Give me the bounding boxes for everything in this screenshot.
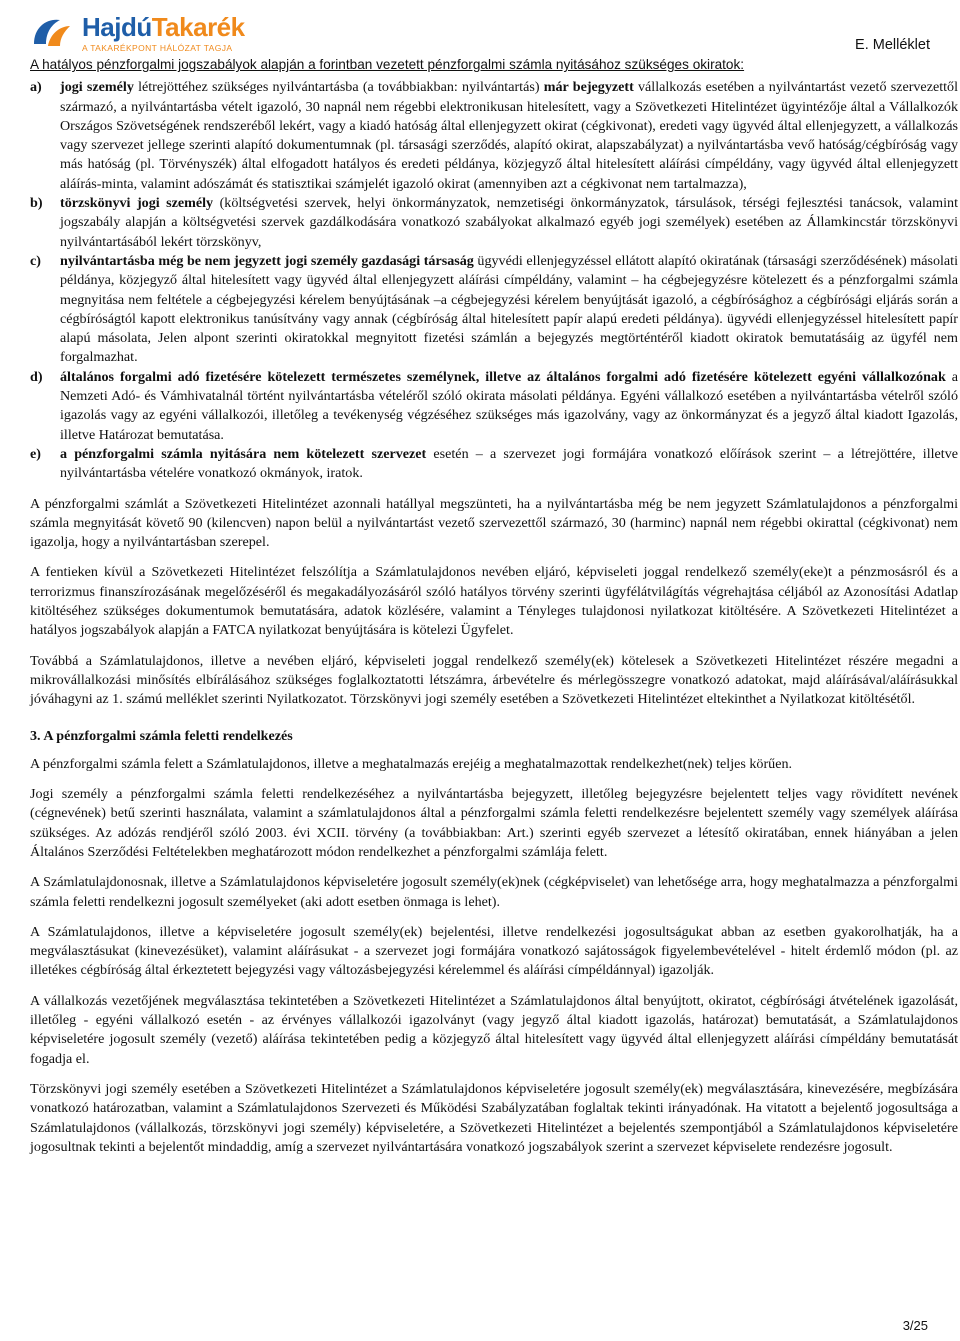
paragraph: A fentieken kívül a Szövetkezeti Hitelintézet felszólítja a Számlatulajdonos nevében eljáró, képviseleti joggal rendelkező személy(eke)t a pénzmosásról és a terrorizmus finanszírozásának megelőzéséről és megakadályozásáról szóló hatályos törvény szerinti ügyfélátvilágítás végrehajtása céljából az Azonosítási Adatlap kitöltéséhez szükséges dokumentumok bemutatására, adatok közlésére, valamint a Tényleges tulajdonosi nyilatkozat kitöltésére. A Szövetkezeti Hitelintézet a hatályos jogszabályok alapján a FATCA nyilatkozat benyújtására is kötelezi Ügyfelet. <box>30 564 958 639</box>
intro-line: A hatályos pénzforgalmi jogszabályok alapján a forintban vezetett pénzforgalmi számla nyitásához szükséges okiratok: <box>30 57 745 72</box>
logo-wordmark: HajdúTakarék <box>82 12 245 42</box>
paragraph: Továbbá a Számlatulajdonos, illetve a nevében eljáró, képviseleti joggal rendelkező személy(ek) kötelesek a Szövetkezeti Hitelintézet részére megadni a mikrovállalkozási minősítés elbírálásához szükséges foglalkoztatotti létszámra, árbevételre és mérlegösszegre vonatkozó adatokat, majd aláírásával/aláírásukkal jóváhagyni az 1. számú melléklet szerinti Nyilatkozatot. Törzskönyvi jogi személy esetében a Szövetkezeti Hitelintézet eltekinthet a Nyilatkozat kitöltésétől. <box>30 652 958 708</box>
section-heading: 3. A pénzforgalmi számla feletti rendelkezés <box>30 727 293 744</box>
paragraph: A vállalkozás vezetőjének megválasztása tekintetében a Szövetkezeti Hitelintézet a Számlatulajdonos által benyújtott, okiratot, cégbírósági átvételének igazolását, illetőleg - egyéni vállalkozó esetén - az érvényes vállalkozói igazolványt (vagy jegyző által kiadott igazolás, határozat) bemutatását, a Számlatulajdonos képviseletére jogosult személy (vezető) aláírása tekintetében pedig a közjegyző által hitelesített vagy ügyvéd által ellenjegyzett aláírási címpéldány bemutatását fogadja el. <box>30 992 958 1067</box>
required-documents-list <box>30 78 958 483</box>
paragraph: A Számlatulajdonosnak, illetve a Számlatulajdonos képviseletére jogosult személy(ek)nek (cégképviselet) van lehetősége arra, hogy meghatalmazza a pénzforgalmi számla feletti rendelkezni jogosult személyeket (aki adott esetben önmaga is lehet). <box>30 874 958 910</box>
paragraph: Törzskönyvi jogi személy esetében a Szövetkezeti Hitelintézet a Számlatulajdonos képviseletére jogosult személy(ek) megválasztására, kinevezésére, megbízására vonatkozó határozatban, valamint a Számlatulajdonos Szervezeti és Működési Szabályzatában foglaltak tekinti irányadónak. Ha vitatott a bejelentő jogosultsága a Számlatulajdonos (vállalkozás, törzskönyvi jogi személy) képviseletére, a Szövetkezeti Hitelintézet a bejelentés szempontjából a Számlatulajdonos képviseletére jogosultnak tekinti a bejelentőt mindaddig, amíg a szervezet nyilvántartására vonatkozó jogszabályok szerint a szervezet képviselete rendezésre jogosult. <box>30 1080 958 1155</box>
bank-logo <box>30 6 250 56</box>
list-item-e: e) a pénzforgalmi számla nyitására nem kötelezett szervezet esetén – a szervezet jogi formájára vonatkozó előírások szerint – a létrejöttére, illetve nyilvántartásba vételére vonatkozó okmányok, iratok. <box>30 445 958 482</box>
logo-mark-icon <box>30 14 74 52</box>
paragraph: A pénzforgalmi számla felett a Számlatulajdonos, illetve a meghatalmazás erejéig a meghatalmazottak rendelkezhet(nek) teljes körűen. <box>30 755 793 772</box>
paragraph: A pénzforgalmi számlát a Szövetkezeti Hitelintézet azonnali hatállyal megszünteti, ha a nyilvántartásba még be nem jegyzett Számlatulajdonos a pénzforgalmi számla megnyitását követő 90 (kilencven) napon belül a nyilvántartást vezető szervezettől származó, 30 (harminc) napnál nem régebbi okirattal (cégkivonat) nem igazolja, hogy a nyilvántartásban szerepel. <box>30 495 958 551</box>
logo-tagline: A TAKARÉKPONT HÁLÓZAT TAGJA <box>82 43 233 53</box>
document-body <box>30 55 958 1157</box>
paragraph: Jogi személy a pénzforgalmi számla feletti rendelkezéséhez a nyilvántartásba bejegyzett, illetőleg bejegyzésre bejelentett teljes vagy rövidített nevének (cégnevének) betű szerinti használata, valamint a számlatulajdonos által a pénzforgalmi számla feletti rendelkezésre bejelentett személy vagy személyek aláírása szükséges. Az adózás rendjéről szóló 2003. évi XCII. törvény (a továbbiakban: Art.) szerinti egyéb szervezet a létesítő okiratában, ennek hiányában a jelen Általános Szerződési Feltételekben meghatározott módon rendelkezhet a pénzforgalmi számlája felett. <box>30 786 958 860</box>
list-item-d: d) általános forgalmi adó fizetésére kötelezett természetes személynek, illetve az általános forgalmi adó fizetésére kötelezett egyéni vállalkozónak a Nemzeti Adó- és Vámhivatalnál történt nyilvántartásba vételéről szóló okirata másolati példánya. Egyéni vállalkozó esetében a nyilvántartásba vételről szóló igazolás vagy az egyéni vállalkozói, illetőleg a tevékenység végzéséhez szükséges más igazolvány, vagy az önkormányzat és a jegyző által kiadott Igazolás, illetve Határozat bemutatása. <box>30 368 958 443</box>
list-item-a: a) jogi személy létrejöttéhez szükséges nyilvántartásba (a továbbiakban: nyilvántartás) már bejegyzett vállalkozás esetében a nyilvántartást vezető szervezettől származó, a nyilvántartásba vételt igazoló, 30 napnál nem régebbi elektronikusan hitelesített, vagy a Szövetkezeti Hitelintézet ügyintézője által a Vállalkozók Országos Szövetségének rendszeréből lekért, vagy a kiadó hatóság által ellenjegyzett okirat (cégkivonat), eredeti vagy ügyvéd által ellenjegyzett, a vállalkozás vagy szervezet jellege szerinti alapító dokumentumnak (pl. társasági szerződés, alapító okirat, alapszabályzat) a nyilvántartásba vevő hatóság/cégbíróság vagy más hatóság (pl. Törvényszék) által elfogadott hatályos és eredeti példánya, közjegyző által hitelesített aláírási címpéldány, vagy ügyvéd által ellenjegyzett aláírás-minta, valamint adószámát és statisztikai számjelét igazoló okirat (amennyiben azt a cégkivonat nem tartalmazza), <box>30 79 958 192</box>
annex-label: E. Melléklet <box>855 37 930 53</box>
page-number: 3/25 <box>902 1318 928 1333</box>
paragraph: A Számlatulajdonos, illetve a képviseletére jogosult személy(ek) bejelentési, illetve rendelkezési jogosultságukat abban az esetben gyakorolhatják, ha a megválasztásukat (kinevezésüket), valamint aláírásukat - a szervezet jogi formájára vonatkozó sajátosságok figyelembevételével - hitelt érdemlő módon (pl. az illetékes cégbíróság által érkeztetett bejegyzési vagy változásbejegyzési kérelemmel és aláírási címpéldánnyal) igazolják. <box>30 923 958 979</box>
list-item-b: b) törzskönyvi jogi személy (költségvetési szervek, helyi önkormányzatok, nemzetiségi önkormányzatok, társulások, térségi fejlesztési tanácsok, valamint jogszabály alapján a költségvetési szervek gazdálkodására vonatkozó szabályokat alkalmazó egyéb jogi személyek) esetében az Államkincstár törzskönyvi nyilvántartásából lekért törzskönyv, <box>30 195 958 250</box>
list-item-c: c) nyilvántartásba még be nem jegyzett jogi személy gazdasági társaság ügyvédi ellenjegyzéssel ellátott alapító okiratának (társasági szerződésének) másolati példánya, közjegyző által hitelesített vagy ügyvéd által ellenjegyzett aláírási címpéldány, valamint – ha cégbejegyzésre kötelezett és a pénzforgalmi számla megnyitása nem feltétele a cégbejegyzési kérelem benyújtásának –a cégbejegyzési kérelem benyújtását igazoló, a cégbírósághoz a cégbírósági eljárás során a cégbíróságtól kapott elektronikus tanúsítvány vagy annak (cégbíróság által hitelesített papír alapú eredeti példánya). ügyvédi ellenjegyzéssel hitelesített papír alapú másolata, Jelen alpont szerinti okiratokkal megnyitott fizetési számlán a bejegyzés megtörténtéről kiadott okiratok bemutatásáig az ügyfél nem forgalmazhat. <box>30 252 958 366</box>
